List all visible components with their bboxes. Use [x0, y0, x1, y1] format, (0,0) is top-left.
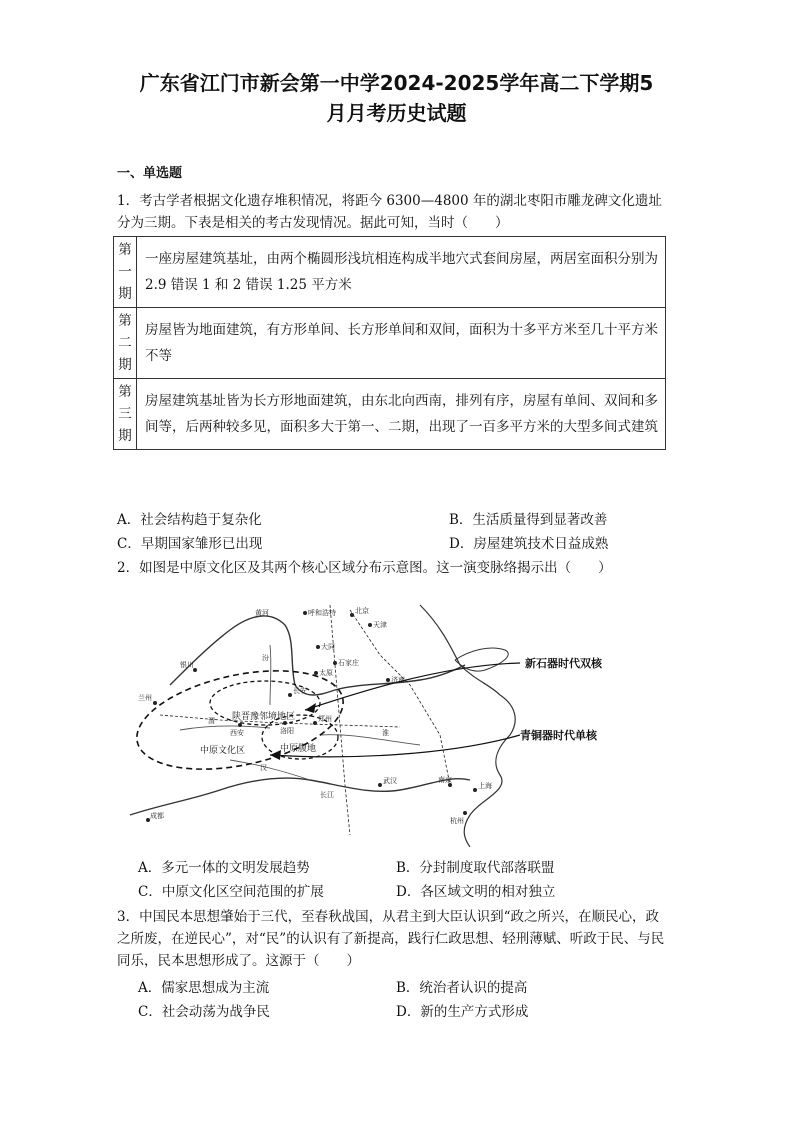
title-line-2: 月月考历史试题 — [326, 101, 467, 125]
q2-option-b[interactable]: B．分封制度取代部落联盟 — [396, 860, 555, 876]
document-title — [100, 68, 693, 128]
huai-river — [320, 735, 420, 745]
han-river — [230, 760, 310, 780]
question-2-stem: 2．如图是中原文化区及其两个核心区域分布示意图。这一演变脉络揭示出（ ） — [117, 560, 612, 576]
place-label: 武汉 — [383, 777, 397, 785]
neolithic-callout: 新石器时代双核 — [525, 657, 602, 670]
yellow-river — [170, 616, 465, 695]
place-label: 兰州 — [138, 694, 152, 702]
river-label: 渭 — [208, 717, 215, 725]
phase-label: 第一期 — [118, 242, 132, 302]
city-dot — [473, 788, 477, 792]
section-heading: 一、单选题 — [117, 166, 183, 181]
city-dot — [314, 671, 318, 675]
q1-option-a[interactable]: A．社会结构趋于复杂化 — [117, 512, 262, 528]
place-label: 成都 — [150, 812, 164, 820]
river-label: 汾 — [262, 654, 269, 662]
place-label: 太原 — [319, 669, 333, 677]
city-dot — [386, 678, 390, 682]
yangtze-river — [130, 778, 470, 815]
phase-cell — [114, 308, 137, 379]
place-label: 洛阳 — [280, 727, 294, 735]
culture-zone-label: 中原文化区 — [200, 746, 246, 756]
q1-option-d[interactable]: D．房屋建筑技术日益成熟 — [449, 536, 609, 552]
place-label: 呼和浩特 — [308, 609, 336, 617]
place-label: 上海 — [478, 782, 492, 790]
phase-label: 第三期 — [118, 384, 132, 444]
place-label: 济南 — [391, 676, 405, 684]
phase-cell — [114, 379, 137, 450]
phase-desc: 一座房屋建筑基址，由两个椭圆形浅坑相连构成半地穴式套间房屋，两居室面积分别为 2.9 错误 1 和 2 错误 1.25 平方米 — [137, 237, 666, 308]
q3-option-a[interactable]: A．儒家思想成为主流 — [138, 980, 270, 996]
shanjin-label: 陕晋豫邻境地区 — [232, 712, 296, 722]
city-dot — [153, 701, 157, 705]
place-label: 大同 — [321, 643, 335, 651]
wei-river — [180, 726, 270, 730]
railway-1 — [330, 605, 350, 835]
q3-option-b[interactable]: B．统治者认识的提高 — [396, 980, 528, 996]
city-dot — [333, 661, 337, 665]
title-line-1: 广东省江门市新会第一中学2024-2025学年高二下学期5 — [139, 71, 654, 95]
q3-option-c[interactable]: C．社会动荡为战争民 — [138, 1004, 270, 1020]
q2-option-c[interactable]: C．中原文化区空间范围的扩展 — [138, 884, 324, 900]
table-row — [114, 237, 666, 308]
heartland-label: 中原腹地 — [280, 744, 317, 754]
neolithic-arrowhead — [305, 703, 316, 713]
place-label: 杭州 — [450, 817, 464, 825]
map-svg — [120, 585, 650, 847]
archaeology-table — [113, 236, 666, 450]
place-label: 郑州 — [318, 715, 332, 723]
phase-label: 第二期 — [118, 313, 132, 373]
q1-option-c[interactable]: C．早期国家雏形已出现 — [117, 536, 263, 552]
neolithic-arrow — [305, 663, 520, 710]
place-label: 长安 — [293, 687, 307, 695]
river-label: 长江 — [320, 791, 334, 799]
city-dot — [303, 611, 307, 615]
bronze-callout: 青铜器时代单核 — [520, 729, 597, 742]
central-plains-map — [120, 585, 650, 847]
place-label: 南京 — [438, 776, 452, 784]
river-label: 淮 — [382, 729, 389, 737]
place-label: 西安 — [230, 729, 244, 737]
city-dot — [288, 693, 292, 697]
q2-option-d[interactable]: D．各区域文明的相对独立 — [396, 884, 556, 900]
coastline — [420, 605, 515, 847]
q1-option-b[interactable]: B．生活质量得到显著改善 — [449, 512, 608, 528]
railway-3 — [350, 610, 450, 785]
river-label: 黄河 — [255, 609, 269, 617]
city-dot — [316, 645, 320, 649]
question-1-stem: 1．考古学者根据文化遗存堆积情况，将距今 6300—4800 年的湖北枣阳市雕龙碑文化遗址分为三期。下表是相关的考古发现情况。据此可知，当时（ ） — [117, 193, 662, 231]
river-label: 汉 — [260, 764, 267, 772]
city-dot — [313, 721, 317, 725]
place-label: 银川 — [180, 661, 194, 669]
city-dot — [238, 723, 242, 727]
phase-desc: 房屋建筑基址皆为长方形地面建筑，由东北向西南，排列有序，房屋有单间、双间和多间等，后两种较多见，面积多大于第一、二期，出现了一百多平方米的大型多间式建筑 — [137, 379, 666, 450]
q2-option-a[interactable]: A．多元一体的文明发展趋势 — [138, 860, 310, 876]
table-row — [114, 379, 666, 450]
place-label: 天津 — [373, 621, 387, 629]
question-3-stem: 3．中国民本思想肇始于三代，至春秋战国，从君主到大臣认识到“政之所兴，在顺民心，政之所废，在逆民心”，对“民”的认识有了新提高，践行仁政思想、轻刑薄赋、听政于民、与民同乐，民本思想形成了。这源于（ ） — [117, 909, 665, 969]
place-label: 北京 — [355, 607, 369, 615]
city-dot — [368, 623, 372, 627]
fen-river — [270, 645, 271, 705]
phase-desc: 房屋皆为地面建筑，有方形单间、长方形单间和双间，面积为十多平方米至几十平方米不等 — [137, 308, 666, 379]
phase-cell — [114, 237, 137, 308]
q3-option-d[interactable]: D．新的生产方式形成 — [396, 1004, 529, 1020]
table-row — [114, 308, 666, 379]
city-dot — [350, 613, 354, 617]
place-label: 石家庄 — [338, 659, 359, 667]
city-dot — [378, 783, 382, 787]
city-dot — [463, 811, 467, 815]
